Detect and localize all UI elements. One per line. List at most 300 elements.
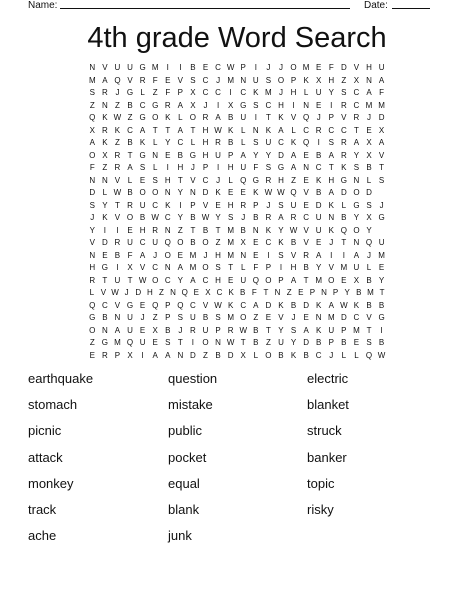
grid-letter: N <box>315 313 322 322</box>
grid-letter: S <box>253 138 259 147</box>
grid-letter: X <box>227 100 234 110</box>
grid-letter: F <box>253 263 259 272</box>
grid-letter: M <box>114 338 121 347</box>
word-list-item: pocket <box>168 449 207 465</box>
word-list-item: ache <box>28 528 57 544</box>
grid-letter: H <box>215 275 221 285</box>
grid-letter: I <box>216 100 220 110</box>
grid-letter: K <box>278 300 284 310</box>
grid-letter: D <box>265 300 272 310</box>
grid-letter: V <box>190 175 196 185</box>
grid-letter: I <box>116 263 119 272</box>
grid-letter: U <box>378 63 385 72</box>
grid-letter: A <box>290 275 297 285</box>
grid-letter: A <box>177 125 183 135</box>
grid-letter: V <box>328 263 334 272</box>
grid-letter: E <box>89 350 95 360</box>
grid-letter: V <box>353 63 360 72</box>
grid-letter: J <box>266 63 271 72</box>
grid-letter: E <box>139 175 146 185</box>
grid-letter: B <box>316 338 322 347</box>
grid-letter: B <box>202 225 209 235</box>
grid-letter: S <box>215 263 221 272</box>
grid-letter: K <box>278 113 284 122</box>
grid-letter: G <box>101 263 108 272</box>
grid-letter: K <box>228 288 234 297</box>
grid-letter: S <box>265 163 272 172</box>
grid-letter: J <box>115 88 120 97</box>
grid-letter: C <box>152 263 159 272</box>
grid-letter: K <box>114 125 121 135</box>
grid-letter: A <box>278 125 284 135</box>
grid-row <box>86 275 388 288</box>
grid-letter: C <box>216 288 223 297</box>
date-label: Date: <box>364 0 388 11</box>
grid-letter: B <box>378 300 385 310</box>
grid-letter: R <box>303 250 309 260</box>
grid-letter: N <box>215 338 221 347</box>
grid-letter: U <box>328 325 335 335</box>
grid-letter: C <box>240 88 247 97</box>
grid-letter: B <box>316 150 322 160</box>
grid-letter: L <box>241 263 246 272</box>
grid-letter: U <box>202 325 209 335</box>
grid-letter: O <box>164 250 171 260</box>
grid-letter: X <box>102 150 108 160</box>
grid-letter: K <box>265 225 272 235</box>
grid-letter: G <box>139 113 146 122</box>
grid-letter: C <box>278 138 284 147</box>
grid-letter: B <box>316 188 322 197</box>
grid-letter: H <box>164 175 171 185</box>
grid-letter: U <box>114 275 121 285</box>
grid-letter: O <box>152 275 159 285</box>
grid-letter: E <box>303 150 309 160</box>
grid-letter: T <box>228 263 234 272</box>
grid-letter: G <box>126 300 134 310</box>
grid-letter: N <box>366 75 372 85</box>
grid-letter: A <box>139 250 146 260</box>
grid-letter: L <box>102 188 108 197</box>
grid-letter: Y <box>278 225 284 235</box>
grid-letter: K <box>253 188 259 197</box>
grid-letter: Q <box>340 225 347 235</box>
grid-letter: F <box>127 250 133 260</box>
grid-letter: R <box>114 238 121 247</box>
grid-letter: I <box>279 263 283 272</box>
grid-letter: H <box>290 88 297 97</box>
grid-letter: H <box>278 100 284 110</box>
grid-letter: N <box>89 175 96 185</box>
grid-letter: J <box>241 213 246 222</box>
grid-letter: B <box>303 350 309 360</box>
grid-row <box>86 262 388 275</box>
grid-letter: Y <box>378 275 385 285</box>
grid-letter: P <box>240 63 246 72</box>
grid-letter: N <box>164 225 171 235</box>
date-line <box>392 8 430 9</box>
grid-letter: G <box>277 163 285 172</box>
grid-letter: H <box>202 125 209 135</box>
grid-letter: E <box>165 75 171 85</box>
grid-letter: Y <box>265 150 272 160</box>
grid-letter: K <box>328 200 334 210</box>
grid-letter: Z <box>152 313 158 322</box>
grid-letter: W <box>113 113 122 122</box>
grid-letter: C <box>202 88 209 97</box>
grid-row <box>86 325 388 338</box>
grid-letter: C <box>101 300 108 310</box>
grid-letter: E <box>165 150 171 160</box>
grid-letter: A <box>152 350 158 360</box>
grid-letter: O <box>152 188 159 197</box>
grid-row <box>86 125 388 138</box>
grid-letter: T <box>165 125 171 135</box>
grid-letter: X <box>89 125 95 135</box>
grid-letter: D <box>340 188 347 197</box>
page-title: 4th grade Word Search <box>87 22 387 54</box>
grid-letter: C <box>139 238 146 247</box>
grid-letter: R <box>353 113 360 122</box>
grid-letter: X <box>353 75 360 85</box>
grid-row <box>86 200 388 213</box>
name-line <box>60 8 350 9</box>
word-list-item: banker <box>307 449 347 465</box>
word-list-item: topic <box>307 475 335 491</box>
grid-letter: W <box>226 63 235 72</box>
grid-letter: V <box>290 250 297 260</box>
grid-letter: N <box>303 100 309 110</box>
grid-letter: H <box>290 263 297 272</box>
grid-letter: K <box>227 300 234 310</box>
word-list-item: mistake <box>168 397 213 413</box>
grid-row <box>86 237 388 250</box>
grid-letter: U <box>315 88 322 97</box>
grid-letter: B <box>290 300 297 310</box>
grid-letter: I <box>216 163 220 172</box>
grid-letter: B <box>139 213 146 222</box>
grid-letter: L <box>140 88 145 97</box>
grid-letter: D <box>135 288 142 297</box>
grid-letter: Z <box>115 100 120 110</box>
grid-letter: Q <box>303 138 310 147</box>
grid-letter: S <box>139 163 146 172</box>
grid-letter: B <box>177 150 183 160</box>
grid-letter: K <box>290 350 297 360</box>
word-list-item: monkey <box>28 475 74 491</box>
grid-row <box>86 150 388 163</box>
grid-letter: P <box>332 288 339 297</box>
grid-letter: M <box>302 63 310 72</box>
grid-letter: D <box>89 188 96 197</box>
grid-letter: I <box>330 100 333 110</box>
grid-letter: M <box>227 238 234 247</box>
grid-letter: V <box>89 238 95 247</box>
grid-letter: N <box>177 350 184 360</box>
grid-letter: N <box>252 125 259 135</box>
grid-letter: J <box>367 113 371 122</box>
grid-letter: T <box>303 275 309 285</box>
grid-letter: E <box>265 313 272 322</box>
grid-letter: E <box>341 275 347 285</box>
grid-letter: T <box>102 275 108 285</box>
grid-letter: U <box>265 138 272 147</box>
grid-letter: Y <box>366 225 372 235</box>
grid-letter: E <box>316 100 322 110</box>
grid-letter: G <box>139 63 146 72</box>
grid-letter: E <box>303 200 309 210</box>
grid-letter: A <box>165 350 171 360</box>
grid-letter: O <box>202 338 209 347</box>
grid-letter: E <box>316 63 322 72</box>
grid-letter: J <box>329 238 334 247</box>
grid-letter: L <box>366 263 372 272</box>
grid-letter: Y <box>353 150 360 160</box>
grid-letter: O <box>240 313 247 322</box>
grid-letter: X <box>127 263 133 272</box>
grid-letter: V <box>303 238 309 247</box>
grid-letter: A <box>328 150 334 160</box>
grid-letter: L <box>341 350 347 360</box>
grid-letter: C <box>215 63 221 72</box>
grid-letter: Q <box>114 75 121 85</box>
grid-letter: X <box>240 350 246 360</box>
grid-letter: U <box>240 163 247 172</box>
grid-letter: U <box>139 338 146 347</box>
grid-letter: T <box>177 338 183 347</box>
grid-letter: D <box>315 200 322 210</box>
grid-letter: P <box>265 263 272 272</box>
grid-letter: Q <box>365 238 373 247</box>
grid-letter: H <box>366 63 372 72</box>
grid-letter: N <box>321 288 327 297</box>
grid-letter: C <box>240 300 247 310</box>
grid-letter: K <box>341 163 347 172</box>
grid-letter: Y <box>102 200 108 210</box>
grid-letter: Q <box>164 238 171 247</box>
grid-letter: W <box>289 225 298 235</box>
worksheet-header <box>0 0 474 14</box>
grid-letter: R <box>114 163 121 172</box>
grid-letter: B <box>240 225 246 235</box>
grid-letter: R <box>152 225 159 235</box>
grid-letter: C <box>315 163 322 172</box>
grid-letter: U <box>240 275 247 285</box>
grid-letter: A <box>290 163 297 172</box>
grid-letter: S <box>378 175 385 185</box>
grid-letter: Y <box>177 213 183 222</box>
grid-letter: S <box>290 325 297 335</box>
word-list-item: track <box>28 502 57 517</box>
grid-letter: E <box>177 250 183 260</box>
grid-letter: P <box>341 325 347 335</box>
grid-letter: C <box>190 300 196 310</box>
grid-row <box>86 100 388 113</box>
grid-letter: W <box>264 188 273 197</box>
grid-letter: J <box>278 63 283 72</box>
grid-letter: Y <box>328 88 334 97</box>
grid-letter: P <box>165 300 171 310</box>
word-list-item: equal <box>168 475 200 491</box>
grid-letter: E <box>353 338 360 347</box>
grid-row <box>86 187 388 200</box>
grid-letter: E <box>139 300 146 310</box>
grid-letter: I <box>179 200 182 210</box>
grid-letter: Y <box>177 275 183 285</box>
grid-row <box>86 250 388 263</box>
grid-letter: V <box>303 188 309 197</box>
grid-letter: T <box>265 113 271 122</box>
grid-row <box>86 337 388 350</box>
grid-letter: A <box>139 125 146 135</box>
grid-letter: T <box>328 163 334 172</box>
grid-letter: N <box>240 250 247 260</box>
grid-letter: M <box>227 75 234 85</box>
word-list-item: struck <box>307 423 342 439</box>
grid-letter: W <box>377 350 386 360</box>
grid-letter: G <box>89 313 96 322</box>
grid-letter: S <box>177 313 183 322</box>
grid-letter: B <box>290 238 297 247</box>
word-list-item: junk <box>168 528 192 544</box>
grid-letter: J <box>216 75 221 85</box>
grid-letter: X <box>190 100 196 110</box>
grid-letter: V <box>378 150 385 160</box>
grid-letter: Q <box>181 288 188 297</box>
grid-letter: L <box>241 138 246 147</box>
grid-letter: W <box>277 188 285 197</box>
grid-letter: D <box>278 150 284 160</box>
grid-letter: X <box>378 125 385 135</box>
grid-letter: R <box>315 125 322 135</box>
grid-letter: U <box>127 325 133 335</box>
grid-letter: C <box>265 238 272 247</box>
grid-letter: T <box>215 225 221 235</box>
grid-letter: N <box>101 100 108 110</box>
grid-letter: P <box>290 75 297 85</box>
grid-letter: S <box>366 338 372 347</box>
grid-letter: V <box>100 288 107 297</box>
grid-letter: M <box>189 250 197 260</box>
grid-letter: V <box>139 263 146 272</box>
grid-letter: L <box>152 138 158 147</box>
grid-letter: F <box>152 75 158 85</box>
grid-letter: Z <box>253 313 259 322</box>
grid-letter: B <box>253 325 259 335</box>
grid-letter: K <box>215 188 221 197</box>
grid-letter: D <box>378 113 385 122</box>
grid-letter: I <box>116 225 119 235</box>
grid-letter: C <box>177 138 184 147</box>
grid-letter: U <box>290 200 297 210</box>
grid-letter: V <box>114 175 121 185</box>
grid-letter: Y <box>344 288 350 297</box>
grid-letter: Z <box>286 288 292 297</box>
grid-letter: B <box>127 188 133 197</box>
grid-letter: H <box>278 175 284 185</box>
grid-letter: V <box>303 225 309 235</box>
grid-letter: U <box>215 150 221 160</box>
grid-letter: G <box>101 338 108 347</box>
word-list-item: risky <box>307 502 334 517</box>
grid-letter: N <box>114 313 121 322</box>
grid-letter: B <box>190 213 196 222</box>
grid-letter: A <box>378 138 385 147</box>
grid-letter: K <box>227 125 234 135</box>
grid-letter: N <box>240 75 247 85</box>
name-label: Name: <box>28 0 58 11</box>
grid-letter: C <box>202 275 209 285</box>
grid-letter: A <box>253 300 259 310</box>
grid-letter: A <box>328 300 334 310</box>
grid-letter: V <box>202 300 209 310</box>
grid-letter: J <box>90 213 95 222</box>
grid-letter: A <box>190 275 196 285</box>
grid-letter: E <box>202 63 209 72</box>
grid-letter: B <box>253 213 259 222</box>
grid-row <box>86 62 388 75</box>
grid-letter: O <box>353 188 360 197</box>
grid-letter: R <box>89 275 96 285</box>
grid-letter: B <box>378 338 385 347</box>
word-list-item: public <box>168 423 202 439</box>
grid-letter: M <box>151 63 159 72</box>
grid-letter: A <box>240 150 246 160</box>
grid-letter: B <box>102 313 108 322</box>
grid-letter: A <box>316 250 322 260</box>
grid-letter: P <box>165 313 171 322</box>
grid-letter: Q <box>303 113 310 122</box>
grid-letter: Q <box>177 300 184 310</box>
grid-letter: M <box>327 313 335 322</box>
grid-letter: E <box>253 238 259 247</box>
word-list-item: question <box>168 371 218 386</box>
grid-letter: V <box>114 213 121 222</box>
grid-letter: Q <box>152 300 159 310</box>
grid-letter: I <box>166 163 169 172</box>
grid-letter: E <box>152 338 158 347</box>
grid-letter: M <box>340 263 348 272</box>
grid-letter: L <box>341 200 347 210</box>
grid-letter: K <box>278 238 284 247</box>
grid-letter: R <box>265 213 272 222</box>
grid-row <box>86 225 388 238</box>
grid-letter: S <box>278 200 284 210</box>
grid-letter: C <box>139 100 146 110</box>
grid-letter: N <box>170 288 176 297</box>
grid-letter: B <box>341 338 347 347</box>
grid-letter: P <box>253 200 259 210</box>
word-list-item: attack <box>28 449 63 465</box>
grid-letter: S <box>152 175 158 185</box>
grid-letter: A <box>215 113 221 122</box>
grid-letter: R <box>340 138 347 147</box>
grid-letter: L <box>291 125 296 135</box>
grid-letter: L <box>303 88 309 97</box>
grid-letter: V <box>127 75 133 85</box>
grid-letter: Z <box>89 100 95 110</box>
grid-letter: B <box>278 350 284 360</box>
grid-letter: K <box>265 125 272 135</box>
grid-letter: Z <box>127 113 133 122</box>
grid-letter: K <box>316 300 322 310</box>
grid-letter: S <box>353 163 360 172</box>
grid-letter: M <box>378 250 385 260</box>
grid-row <box>86 137 388 150</box>
grid-letter: L <box>89 288 95 297</box>
grid-row <box>86 312 388 325</box>
grid-letter: P <box>227 150 234 160</box>
